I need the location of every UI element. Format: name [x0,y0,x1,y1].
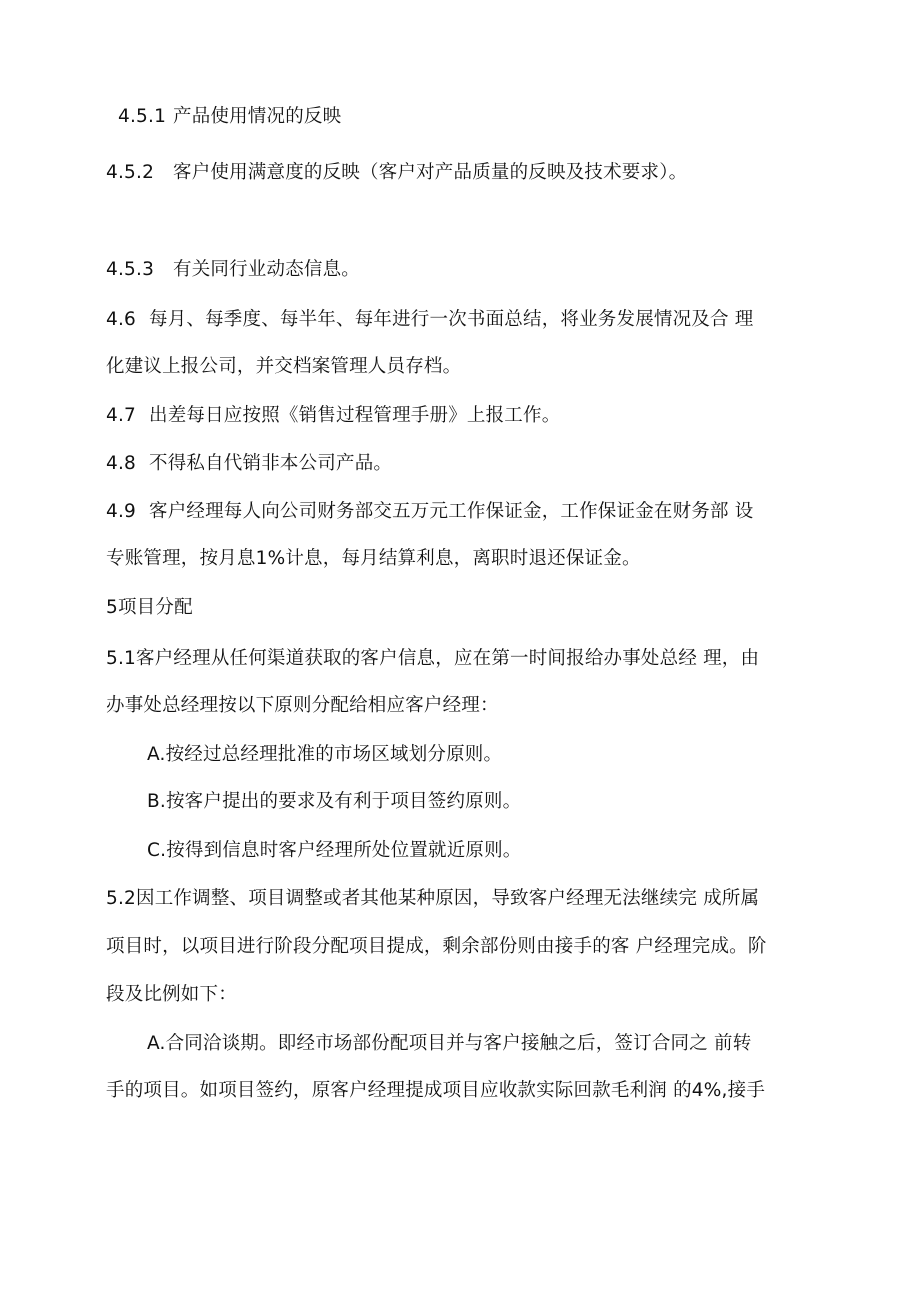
item-text: 专账管理，按月息1%计息，每月结算利息，离职时退还保证金。 [106,548,641,569]
item-5-2 [106,887,759,911]
item-5-1-continued [106,694,499,718]
item-text: A.合同洽谈期。即经市场部份配项目并与客户接触之后，签订合同之 前转 [147,1033,752,1054]
section-heading: 5项目分配 [106,597,193,618]
item-text: 产品使用情况的反映 [173,106,342,127]
item-5-2-a [147,1032,751,1056]
item-4-9 [106,500,753,524]
item-number: 4.8 [106,453,137,474]
item-4-5-3 [106,258,360,282]
item-text: 段及比例如下： [106,984,237,1005]
item-text: B.按客户提出的要求及有利于项目签约原则。 [147,791,522,812]
item-4-7 [106,404,560,428]
item-text: A.按经过总经理批准的市场区域划分原则。 [147,744,503,765]
item-text: 客户使用满意度的反映（客户对产品质量的反映及技术要求）。 [173,162,688,183]
item-text: 化建议上报公司，并交档案管理人员存档。 [106,356,462,377]
item-text: 有关同行业动态信息。 [173,259,361,280]
item-text: 5.2因工作调整、项目调整或者其他某种原因，导致客户经理无法继续完 成所属 [106,888,760,909]
item-number: 4.7 [106,405,137,426]
item-5-2-a-continued [106,1079,765,1103]
item-5-1-b [147,790,521,814]
item-number: 4.6 [106,309,137,330]
item-5-2-continued-2 [106,983,237,1007]
item-text: 客户经理每人向公司财务部交五万元工作保证金，工作保证金在财务部 设 [149,501,754,522]
item-text: 手的项目。如项目签约，原客户经理提成项目应收款实际回款毛利润 的4%,接手 [106,1080,766,1101]
item-text: 5.1客户经理从任何渠道获取的客户信息，应在第一时间报给办事处总经 理，由 [106,648,760,669]
item-4-6-continued [106,355,461,379]
section-5-heading [106,596,193,620]
item-text: 每月、每季度、每半年、每年进行一次书面总结，将业务发展情况及合 理 [149,309,754,330]
item-5-2-continued-1 [106,935,767,959]
item-text: 不得私自代销非本公司产品。 [149,453,393,474]
item-number: 4.5.1 [118,106,167,127]
item-text: C.按得到信息时客户经理所处位置就近原则。 [147,840,522,861]
item-4-8 [106,452,392,476]
item-4-9-continued [106,547,641,571]
item-5-1 [106,647,759,671]
item-4-5-2 [106,161,687,185]
item-text: 出差每日应按照《销售过程管理手册》上报工作。 [149,405,561,426]
item-number: 4.9 [106,501,137,522]
item-4-5-1 [118,105,341,129]
item-text: 办事处总经理按以下原则分配给相应客户经理： [106,695,499,716]
item-5-1-c [147,839,522,863]
item-number: 4.5.2 [106,162,155,183]
item-number: 4.5.3 [106,259,155,280]
item-5-1-a [147,743,502,767]
item-text: 项目时，以项目进行阶段分配项目提成，剩余部份则由接手的客 户经理完成。阶 [106,936,767,957]
item-4-6 [106,308,753,332]
